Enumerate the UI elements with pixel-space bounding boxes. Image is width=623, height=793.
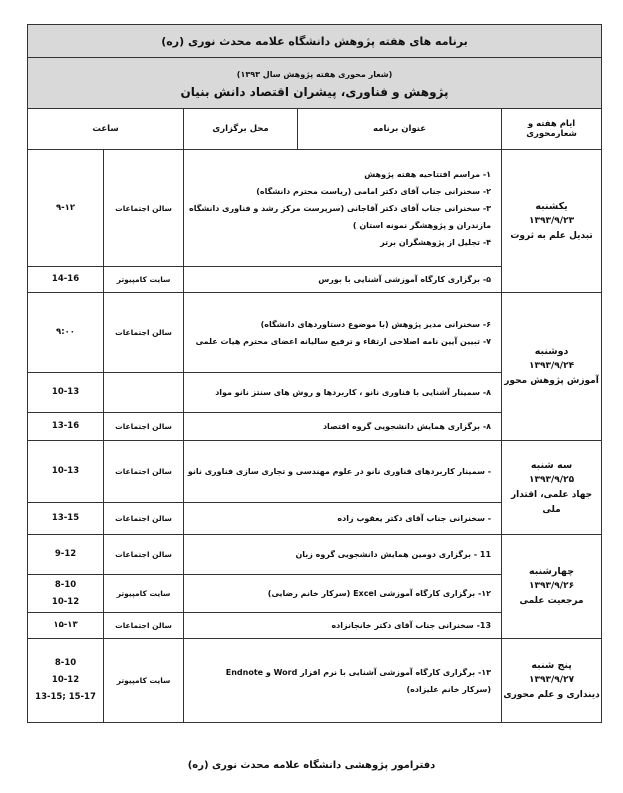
place-cell: سالن اجتماعات (104, 503, 184, 535)
time-cell: 8-10 10-12 13-15; 15-17 (28, 639, 104, 723)
time-cell: 14-16 (28, 267, 104, 293)
table-row (28, 639, 602, 723)
program-cell: - سخنرانی جناب آقای دکتر یعقوب زاده (184, 503, 502, 535)
day-cell: سه شنبه ۱۳۹۳/۹/۲۵ جهاد علمی، اقتدار ملی (502, 441, 602, 535)
slogan-text: پژوهش و فناوری، پیشران اقتصاد دانش بنیان (180, 84, 449, 99)
place-cell: سایت کامپیوتر (104, 639, 184, 723)
place-cell: سایت کامپیوتر (104, 267, 184, 293)
footer-office: دفترامور پژوهشی دانشگاه علامه محدث نوری (ره) (187, 760, 436, 771)
time-cell: ۹-۱۲ (28, 150, 104, 267)
time-cell: 10-13 (28, 441, 104, 503)
slogan-header (28, 58, 602, 109)
program-cell: ۸- سمینار آشنایی با فناوری نانو ، کاربردها و روش های سنتز نانو مواد (184, 373, 502, 413)
table-row (28, 293, 602, 373)
time-cell: 10-13 (28, 373, 104, 413)
program-cell: 13- سخنرانی جناب آقای دکتر خانجانزاده (184, 613, 502, 639)
table-row (28, 441, 602, 503)
time-cell: 13-15 (28, 503, 104, 535)
table-row (28, 535, 602, 575)
program-cell: ۵- برگزاری کارگاه آموزشی آشنایی با بورس (184, 267, 502, 293)
program-cell: 11 - برگزاری دومین همایش دانشجویی گروه زبان (184, 535, 502, 575)
day-cell: پنج شنبه ۱۳۹۳/۹/۲۷ دینداری و علم محوری (502, 639, 602, 723)
col-program: عنوان برنامه (298, 109, 502, 150)
day-cell: چهارشنبه ۱۳۹۳/۹/۲۶ مرجعیت علمی (502, 535, 602, 639)
page-title: برنامه های هفته پژوهش دانشگاه علامه محدث نوری (ره) (28, 25, 602, 58)
schedule-sheet (27, 24, 601, 723)
place-cell: سالن اجتماعات (104, 535, 184, 575)
place-cell: سالن اجتماعات (104, 150, 184, 267)
col-time: ساعت (28, 109, 184, 150)
program-cell: ۶- سخنرانی مدیر پژوهش (با موضوع دستاوردهای دانشگاه) ۷- تبیین آیین نامه اصلاحی ارتقاء و ترفیع سالیانه اعضای محترم هیات علمی (184, 293, 502, 373)
program-cell: ۱- مراسم افتتاحیه هفته پژوهش ۲- سخنرانی جناب آقای دکتر امامی (ریاست محترم دانشگاه) ۳- سخنرانی جناب آقای دکتر آقاجانی (سرپرست مرکز رشد و فناوری دانشگاه مازندران و پژوهشگر نمونه استان ) ۴- تجلیل از پژوهشگران برتر (184, 150, 502, 267)
column-headers (28, 109, 602, 150)
time-cell: 9-12 (28, 535, 104, 575)
place-cell: سالن اجتماعات (104, 441, 184, 503)
day-cell: یکشنبه ۱۳۹۳/۹/۲۳ تبدیل علم به ثروت (502, 150, 602, 293)
program-cell: ۱۲- برگزاری کارگاه آموزشی Excel (سرکار خانم رضایی) (184, 575, 502, 613)
schedule-table (27, 24, 602, 723)
place-cell: سالن اجتماعات (104, 293, 184, 373)
place-cell (104, 373, 184, 413)
place-cell: سالن اجتماعات (104, 413, 184, 441)
program-cell: - سمینار کاربردهای فناوری نانو در علوم مهندسی و تجاری سازی فناوری نانو (184, 441, 502, 503)
time-cell: 13-16 (28, 413, 104, 441)
col-day: ایام هفته و شعارمحوری (502, 109, 602, 150)
time-cell: ۹:۰۰ (28, 293, 104, 373)
time-cell: ۱۵-۱۳ (28, 613, 104, 639)
slogan-year: (شعار محوری هفته پژوهش سال ۱۳۹۳) (236, 69, 393, 79)
day-cell: دوشنبه ۱۳۹۳/۹/۲۴ آموزش پژوهش محور (502, 293, 602, 441)
col-place: محل برگزاری (184, 109, 298, 150)
time-cell: 8-10 10-12 (28, 575, 104, 613)
program-cell: ۸- برگزاری همایش دانشجویی گروه اقتصاد (184, 413, 502, 441)
program-cell: ۱۳- برگزاری کارگاه آموزشی آشنایی با نرم افزار Word و Endnote (سرکار خانم علیزاده) (184, 639, 502, 723)
table-row (28, 150, 602, 267)
place-cell: سایت کامپیوتر (104, 575, 184, 613)
place-cell: سالن اجتماعات (104, 613, 184, 639)
